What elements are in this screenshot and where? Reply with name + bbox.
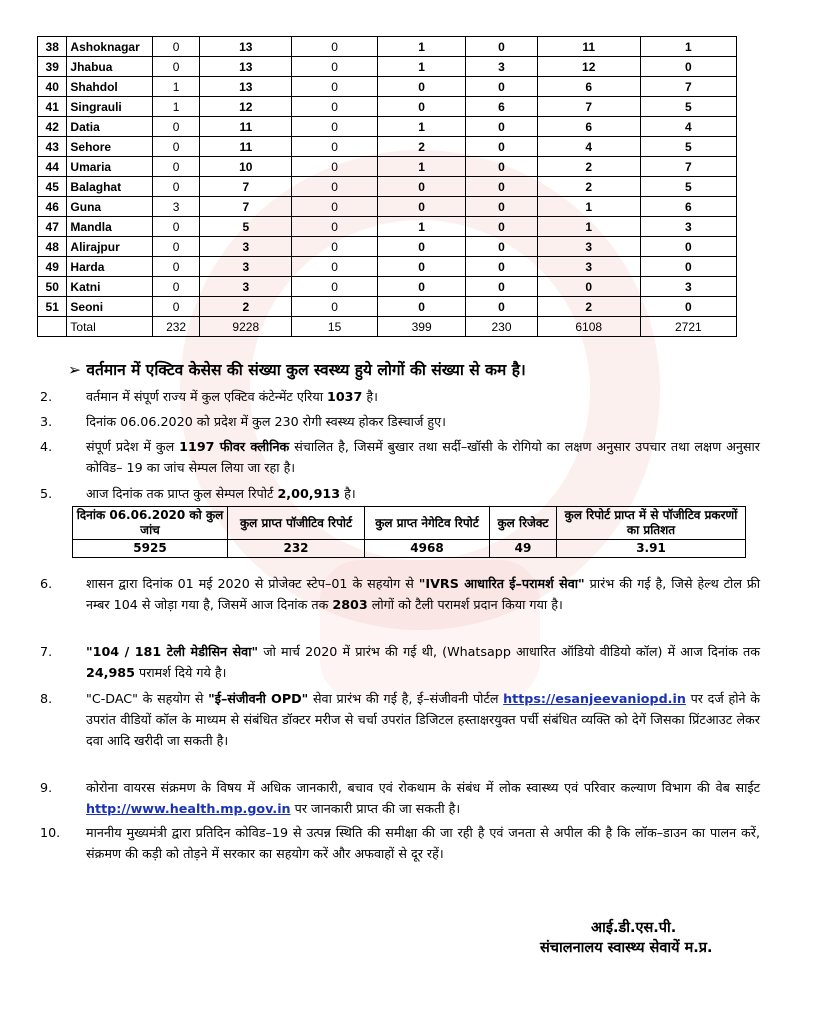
sample-header: कुल रिजेक्ट	[490, 507, 557, 540]
cell-sr-no: 50	[38, 277, 67, 297]
list-item-10: 10. माननीय मुख्यमंत्री द्वारा प्रतिदिन कोविड–19 से उत्पन्न स्थिति की समीक्षा की जा रही है एवं जनता से अपील की है कि लॉक–डाउन का पालन करें, संक्रमण की कड़ी को तोड़ने में सरकार का सहयोग करें और अफवाहों से दूर रहें।	[40, 825, 760, 861]
cell-sr-no: 43	[38, 137, 67, 157]
cell-col-3: 0	[292, 37, 378, 57]
cell-col-4: 1	[377, 117, 465, 137]
sample-header: दिनांक 06.06.2020 को कुल जांच	[73, 507, 228, 540]
cell-col-2: 12	[200, 97, 292, 117]
cell-col-5: 0	[466, 77, 537, 97]
cell-col-6: 1	[537, 197, 640, 217]
cell-col-1: 3	[152, 197, 199, 217]
cell-sr-no: 48	[38, 237, 67, 257]
cell-col-5: 0	[466, 297, 537, 317]
cell-col-1: 0	[152, 157, 199, 177]
cell-district: Alirajpur	[67, 237, 152, 257]
cell-col-5: 0	[466, 177, 537, 197]
table-row	[38, 217, 737, 237]
cell-sr-no: 41	[38, 97, 67, 117]
cell-col-4: 0	[377, 257, 465, 277]
signature-directorate: संचालनालय स्वास्थ्य सेवायें म.प्र.	[540, 940, 713, 956]
cell-col-3: 0	[292, 137, 378, 157]
cell-col-7: 0	[640, 57, 736, 77]
cell-col-3: 0	[292, 177, 378, 197]
cell-col-1: 0	[152, 237, 199, 257]
cell-col-4: 0	[377, 197, 465, 217]
cell-district: Mandla	[67, 217, 152, 237]
district-table	[37, 36, 737, 337]
list-item-6: 6. शासन द्वारा दिनांक 01 मई 2020 से प्रोजेक्ट स्टेप–01 के सहयोग से "IVRS आधारित ई–परामर्श सेवा" प्रारंभ की गई है, जिसे हेल्थ टोल फ्री नम्बर 104 से जोड़ा गया है, जिसमें आज दिनांक तक 2803 लोगों को टैली परामर्श प्रदान किया गया है।	[40, 576, 760, 612]
sample-table	[72, 506, 746, 558]
cell-col-3: 0	[292, 97, 378, 117]
table-row	[38, 57, 737, 77]
table-row	[38, 37, 737, 57]
cell-col-1: 0	[152, 137, 199, 157]
cell-col-6: 0	[537, 277, 640, 297]
section-heading: ➢ वर्तमान में एक्टिव केसेस की संख्या कुल स्वस्थ्य हुये लोगों की संख्या से कम है।	[68, 361, 526, 379]
total-sr-no	[38, 317, 67, 337]
cell-col-3: 0	[292, 57, 378, 77]
cell-sr-no: 44	[38, 157, 67, 177]
signature-idsp: आई.डी.एस.पी.	[591, 920, 677, 936]
cell-col-1: 0	[152, 57, 199, 77]
cell-district: Katni	[67, 277, 152, 297]
cell-col-6: 7	[537, 97, 640, 117]
table-row	[38, 137, 737, 157]
cell-sr-no: 46	[38, 197, 67, 217]
cell-col-4: 0	[377, 77, 465, 97]
cell-col-4: 1	[377, 37, 465, 57]
cell-col-7: 5	[640, 177, 736, 197]
cell-col-2: 11	[200, 137, 292, 157]
sample-header: कुल रिपोर्ट प्राप्त में से पॉजीटिव प्रकरणों का प्रतिशत	[557, 507, 746, 540]
list-item-4: 4. संपूर्ण प्रदेश में कुल 1197 फीवर क्लीनिक संचालित है, जिसमें बुखार तथा सर्दी–खॉसी के रोगियो का लक्षण अनुसार उपचार तथा लक्षण अनुसार कोविड– 19 का जांच सेम्पल लिया जा रहा है।	[40, 439, 760, 475]
list-item-9: 9. कोरोना वायरस संक्रमण के विषय में अधिक जानकारी, बचाव एवं रोकथाम के संबंध में लोक स्वास्थ्य एवं परिवार कल्याण विभाग की वेब साईट http://www.health.mp.gov.in पर जानकारी प्राप्त की जा सकती है।	[40, 780, 760, 816]
cell-col-2: 7	[200, 197, 292, 217]
esanjeevani-link[interactable]: https://esanjeevaniopd.in	[503, 691, 686, 706]
cell-col-7: 1	[640, 37, 736, 57]
cell-col-6: 11	[537, 37, 640, 57]
cell-col-1: 1	[152, 97, 199, 117]
cell-col-3: 0	[292, 237, 378, 257]
list-item-8: 8. "C-DAC" के सहयोग से "ई–संजीवनी OPD" सेवा प्रारंभ की गई है, ई–संजीवनी पोर्टल https://esanjeevaniopd.in पर दर्ज होने के उपरांत वीडियों कॉल के माध्यम से संबंधित डॉक्टर मरीज से चर्चा उपरांत डिजिटल हस्ताक्षरयुक्त पर्ची संबंधित व्यक्ति को देगें जिसका प्रिंटआउट लेकर दवा आदि खरीदी जा सकती है।	[40, 691, 760, 748]
cell-col-6: 1	[537, 217, 640, 237]
cell-sr-no: 38	[38, 37, 67, 57]
cell-sr-no: 39	[38, 57, 67, 77]
cell-col-2: 10	[200, 157, 292, 177]
cell-col-7: 7	[640, 77, 736, 97]
cell-col-3: 0	[292, 157, 378, 177]
sample-value: 232	[228, 540, 365, 558]
cell-col-2: 3	[200, 237, 292, 257]
cell-col-6: 3	[537, 257, 640, 277]
cell-col-4: 0	[377, 177, 465, 197]
cell-col-1: 0	[152, 277, 199, 297]
cell-district: Seoni	[67, 297, 152, 317]
health-website-link[interactable]: http://www.health.mp.gov.in	[86, 801, 291, 816]
cell-col-5: 0	[466, 117, 537, 137]
cell-col-4: 0	[377, 97, 465, 117]
cell-col-4: 1	[377, 157, 465, 177]
cell-col-7: 7	[640, 157, 736, 177]
total-col-3: 15	[292, 317, 378, 337]
total-col-1: 232	[152, 317, 199, 337]
cell-col-5: 0	[466, 237, 537, 257]
cell-col-3: 0	[292, 297, 378, 317]
cell-col-4: 1	[377, 217, 465, 237]
cell-col-3: 0	[292, 257, 378, 277]
cell-col-2: 3	[200, 277, 292, 297]
cell-col-1: 0	[152, 117, 199, 137]
cell-col-7: 3	[640, 277, 736, 297]
total-district: Total	[67, 317, 152, 337]
total-row	[38, 317, 737, 337]
cell-col-6: 2	[537, 157, 640, 177]
cell-col-4: 0	[377, 237, 465, 257]
sample-value: 3.91	[557, 540, 746, 558]
cell-district: Datia	[67, 117, 152, 137]
cell-district: Shahdol	[67, 77, 152, 97]
cell-col-1: 0	[152, 297, 199, 317]
cell-col-7: 6	[640, 197, 736, 217]
cell-district: Jhabua	[67, 57, 152, 77]
cell-district: Sehore	[67, 137, 152, 157]
cell-col-7: 3	[640, 217, 736, 237]
table-row	[38, 157, 737, 177]
cell-col-1: 0	[152, 257, 199, 277]
cell-col-2: 13	[200, 77, 292, 97]
cell-col-4: 0	[377, 297, 465, 317]
cell-district: Ashoknagar	[67, 37, 152, 57]
cell-sr-no: 47	[38, 217, 67, 237]
cell-col-6: 4	[537, 137, 640, 157]
cell-col-3: 0	[292, 277, 378, 297]
cell-col-5: 0	[466, 217, 537, 237]
cell-col-1: 0	[152, 177, 199, 197]
cell-sr-no: 51	[38, 297, 67, 317]
cell-sr-no: 49	[38, 257, 67, 277]
cell-col-6: 6	[537, 77, 640, 97]
cell-col-5: 0	[466, 37, 537, 57]
cell-col-5: 0	[466, 257, 537, 277]
cell-col-6: 2	[537, 297, 640, 317]
cell-col-2: 7	[200, 177, 292, 197]
total-col-7: 2721	[640, 317, 736, 337]
sample-header: कुल प्राप्त नेगेटिव रिपोर्ट	[365, 507, 490, 540]
table-row	[38, 97, 737, 117]
cell-col-1: 0	[152, 37, 199, 57]
cell-col-7: 4	[640, 117, 736, 137]
cell-sr-no: 42	[38, 117, 67, 137]
total-col-5: 230	[466, 317, 537, 337]
total-col-2: 9228	[200, 317, 292, 337]
cell-district: Singrauli	[67, 97, 152, 117]
cell-col-3: 0	[292, 77, 378, 97]
cell-col-4: 1	[377, 57, 465, 77]
cell-col-5: 3	[466, 57, 537, 77]
table-row	[38, 277, 737, 297]
cell-col-2: 13	[200, 37, 292, 57]
cell-col-5: 0	[466, 137, 537, 157]
list-item-3: 3. दिनांक 06.06.2020 को प्रदेश में कुल 230 रोगी स्वस्थ्य होकर डिस्चार्ज हुए।	[40, 414, 446, 429]
cell-col-7: 0	[640, 237, 736, 257]
cell-col-2: 13	[200, 57, 292, 77]
sample-value: 4968	[365, 540, 490, 558]
sample-header: कुल प्राप्त पॉजीटिव रिपोर्ट	[228, 507, 365, 540]
cell-col-5: 0	[466, 197, 537, 217]
table-row	[38, 257, 737, 277]
cell-col-5: 0	[466, 157, 537, 177]
cell-col-7: 0	[640, 297, 736, 317]
cell-col-2: 11	[200, 117, 292, 137]
sample-value: 5925	[73, 540, 228, 558]
cell-col-6: 6	[537, 117, 640, 137]
cell-district: Guna	[67, 197, 152, 217]
cell-district: Umaria	[67, 157, 152, 177]
table-row	[38, 197, 737, 217]
table-row	[38, 297, 737, 317]
cell-col-3: 0	[292, 117, 378, 137]
table-row	[38, 177, 737, 197]
cell-col-2: 3	[200, 257, 292, 277]
cell-col-5: 6	[466, 97, 537, 117]
cell-sr-no: 40	[38, 77, 67, 97]
cell-col-3: 0	[292, 217, 378, 237]
cell-col-7: 0	[640, 257, 736, 277]
cell-col-5: 0	[466, 277, 537, 297]
total-col-6: 6108	[537, 317, 640, 337]
cell-col-3: 0	[292, 197, 378, 217]
list-item-2: 2. वर्तमान में संपूर्ण राज्य में कुल एक्टिव कंटेन्मेंट एरिया 1037 है।	[40, 389, 378, 404]
cell-col-4: 0	[377, 277, 465, 297]
cell-district: Harda	[67, 257, 152, 277]
cell-district: Balaghat	[67, 177, 152, 197]
cell-col-1: 0	[152, 217, 199, 237]
sample-value: 49	[490, 540, 557, 558]
cell-col-1: 1	[152, 77, 199, 97]
cell-col-2: 5	[200, 217, 292, 237]
list-item-7: 7. "104 / 181 टेली मेडीसिन सेवा" जो मार्च 2020 में प्रारंभ की गई थी, (Whatsapp आधारित ऑडियो वीडियो कॉल) में आज दिनांक तक 24,985 परामर्श दिये गये है।	[40, 644, 760, 680]
cell-sr-no: 45	[38, 177, 67, 197]
cell-col-6: 3	[537, 237, 640, 257]
total-col-4: 399	[377, 317, 465, 337]
table-row	[38, 77, 737, 97]
table-row	[38, 117, 737, 137]
cell-col-2: 2	[200, 297, 292, 317]
cell-col-7: 5	[640, 97, 736, 117]
cell-col-4: 2	[377, 137, 465, 157]
list-item-5: 5. आज दिनांक तक प्राप्त कुल सेम्पल रिपोर्ट 2,00,913 है।	[40, 486, 356, 501]
cell-col-7: 5	[640, 137, 736, 157]
cell-col-6: 12	[537, 57, 640, 77]
table-row	[38, 237, 737, 257]
cell-col-6: 2	[537, 177, 640, 197]
